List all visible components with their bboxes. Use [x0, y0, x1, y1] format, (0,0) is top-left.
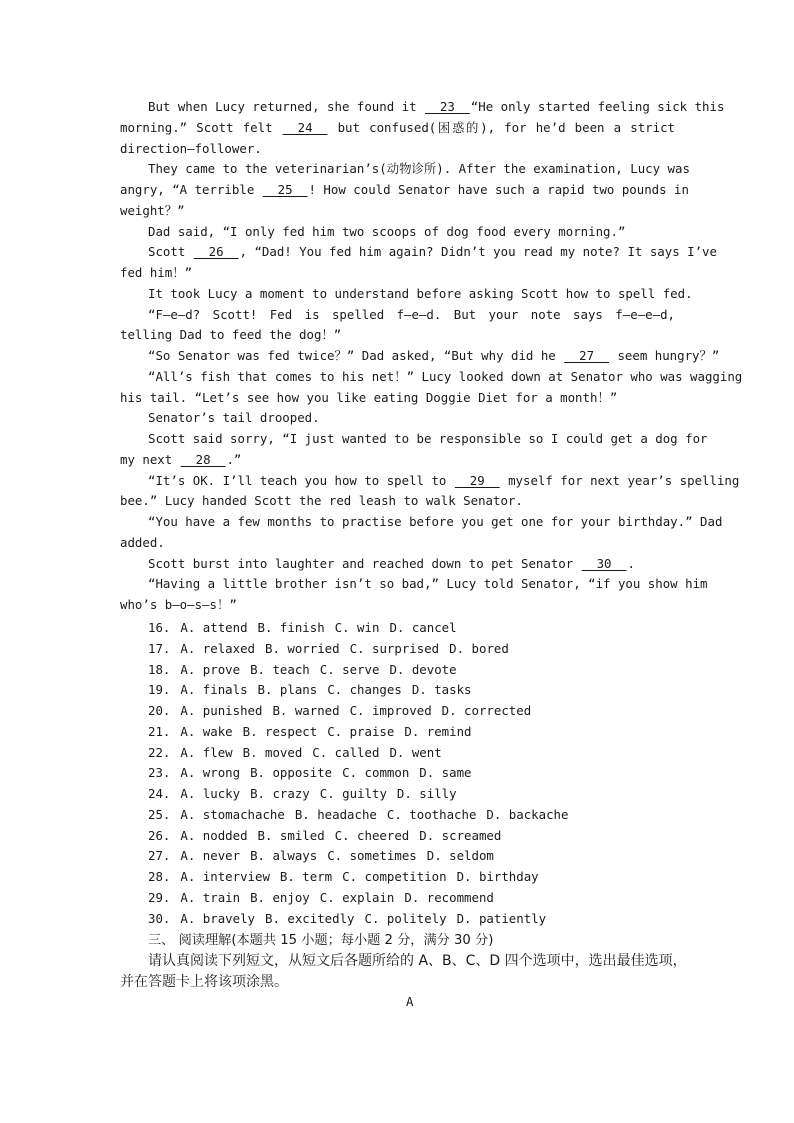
option-list: [148, 618, 578, 929]
option-row: [148, 618, 578, 639]
option-a: A. relaxed: [180, 640, 255, 656]
passage-line: [120, 346, 720, 367]
option-row: [148, 909, 578, 930]
option-b: B. plans: [257, 682, 318, 698]
option-a: A. flew: [180, 744, 233, 760]
option-a: A. nodded: [180, 827, 248, 843]
option-d: D. went: [389, 744, 442, 760]
passage-line: [120, 201, 675, 222]
passage-line: [120, 595, 675, 616]
passage-letter: A: [406, 994, 414, 1009]
question-number: 26.: [148, 827, 171, 843]
passage-line: [120, 180, 689, 201]
question-number: 24.: [148, 786, 171, 801]
option-a: A. punished: [180, 703, 263, 718]
passage-line: [120, 491, 675, 512]
option-d: D. remind: [404, 723, 472, 739]
passage-line: [120, 139, 675, 160]
option-d: D. tasks: [411, 682, 472, 698]
section-heading: 三、 阅读理解(本题共 15 小题；每小题 2 分，满分 30 分): [148, 933, 494, 948]
question-number: 18.: [148, 661, 171, 677]
answer-blank: __26__: [193, 244, 239, 260]
passage-text: .: [627, 555, 635, 571]
option-b: B. excitedly: [265, 910, 355, 926]
passage-line: [120, 118, 675, 139]
option-b: B. worried: [265, 640, 340, 656]
passage-line: [120, 97, 725, 118]
option-row: [148, 701, 578, 722]
passage-text: added.: [120, 534, 165, 550]
question-number: 19.: [148, 682, 171, 698]
passage-text: “You have a few months to practise before you get one for your birthday.” Dad: [148, 514, 723, 529]
passage-text: fed him！”: [120, 265, 193, 280]
passage-text: Senator’s tail drooped.: [148, 410, 320, 426]
option-d: D. patiently: [456, 910, 547, 926]
option-d: D. seldom: [426, 848, 494, 864]
option-c: C. explain: [319, 889, 395, 905]
passage-text: myself for next year’s spelling: [500, 472, 740, 488]
option-d: D. silly: [396, 786, 457, 801]
option-a: A. stomachache: [180, 806, 285, 822]
passage-text: “Having a little brother isn’t so bad,” Lucy told Senator, “if you show him: [148, 576, 708, 592]
option-c: C. changes: [327, 682, 402, 698]
passage-text: weight？”: [120, 202, 185, 218]
passage-text: , “Dad! You fed him again? Didn’t you read my note? It says I’ve: [239, 244, 717, 260]
question-number: 17.: [148, 640, 171, 656]
question-number: 16.: [148, 620, 171, 635]
passage-line: [120, 554, 675, 575]
question-number: 27.: [148, 848, 171, 864]
passage-line: [120, 512, 723, 533]
option-c: C. win: [334, 620, 380, 635]
option-c: C. sometimes: [327, 848, 417, 864]
passage-line: [120, 263, 675, 284]
passage-line: [120, 429, 708, 450]
passage-line: [120, 159, 690, 180]
option-b: B. crazy: [250, 786, 310, 801]
passage-text: It took Lucy a moment to understand before asking Scott how to spell fed.: [148, 285, 693, 301]
option-c: C. cheered: [334, 827, 410, 843]
passage-text: “It’s OK. I’ll teach you how to spell to: [148, 472, 454, 488]
instructions-line-1: 请认真阅读下列短文，从短文后各题所给的 A、B、C、D 四个选项中，选出最佳选项，: [148, 953, 687, 969]
passage-line: [120, 305, 675, 326]
option-row: [148, 722, 578, 743]
passage-text: telling Dad to feed the dog！”: [120, 327, 342, 343]
option-b: B. term: [279, 869, 333, 884]
option-d: D. devote: [389, 661, 457, 677]
option-a: A. bravely: [180, 910, 255, 926]
option-b: B. smiled: [257, 827, 325, 843]
option-a: A. never: [180, 848, 241, 864]
question-number: 22.: [148, 744, 171, 760]
answer-blank: __28__: [180, 451, 226, 467]
question-number: 23.: [148, 765, 171, 781]
passage-line: [120, 367, 743, 388]
question-number: 25.: [148, 806, 171, 822]
passage-text: morning.” Scott felt: [120, 119, 282, 135]
passage-line: [120, 388, 675, 409]
option-d: D. recommend: [404, 889, 494, 905]
question-number: 20.: [148, 703, 171, 718]
passage-line: [120, 284, 693, 305]
option-a: A. wrong: [180, 765, 241, 781]
option-c: C. praise: [327, 723, 395, 739]
option-d: D. birthday: [456, 869, 539, 884]
option-a: A. attend: [180, 620, 248, 635]
option-row: [148, 846, 578, 867]
question-number: 29.: [148, 889, 171, 905]
option-b: B. opposite: [250, 765, 333, 781]
passage-line: [120, 325, 675, 346]
passage-text: .”: [226, 451, 242, 467]
option-a: A. prove: [180, 661, 241, 677]
option-d: D. same: [419, 765, 472, 781]
option-row: [148, 888, 578, 909]
option-c: C. serve: [319, 661, 380, 677]
passage-line: [120, 533, 675, 554]
option-row: [148, 680, 578, 701]
passage-text: Scott burst into laughter and reached down to pet Senator: [148, 555, 581, 571]
option-a: A. wake: [180, 723, 233, 739]
option-b: B. respect: [242, 723, 318, 739]
answer-blank: __23__: [425, 99, 470, 114]
option-row: [148, 784, 578, 805]
passage-text: angry, “A terrible: [120, 182, 262, 197]
passage-text: seem hungry？”: [610, 348, 720, 363]
cloze-passage: [120, 97, 743, 616]
option-b: B. enjoy: [250, 889, 310, 905]
passage-line: [120, 471, 740, 492]
option-d: D. screamed: [419, 827, 502, 843]
option-row: [148, 639, 578, 660]
option-c: C. toothache: [386, 806, 477, 822]
option-b: B. finish: [257, 620, 325, 635]
option-d: D. backache: [486, 806, 569, 822]
passage-text: They came to the veterinarian’s(动物诊所). After the examination, Lucy was: [148, 161, 690, 177]
passage-text: “All’s fish that comes to his net！” Lucy looked down at Senator who was wagging: [148, 368, 743, 384]
option-b: B. warned: [272, 703, 340, 718]
question-number: 28.: [148, 869, 171, 884]
question-number: 21.: [148, 723, 171, 739]
answer-blank: __30__: [581, 555, 627, 571]
option-c: C. politely: [364, 910, 447, 926]
option-c: C. guilty: [319, 786, 387, 801]
option-b: B. teach: [250, 661, 310, 677]
option-c: C. competition: [342, 869, 447, 884]
passage-text: “So Senator was fed twice？” Dad asked, “But why did he: [148, 348, 564, 363]
option-c: C. surprised: [349, 640, 440, 656]
passage-text: my next: [120, 451, 180, 467]
question-number: 30.: [148, 910, 171, 926]
option-b: B. moved: [242, 744, 303, 760]
passage-text: his tail. “Let’s see how you like eating Doggie Diet for a month！”: [120, 389, 618, 405]
passage-text: “F—e—d? Scott! Fed is spelled f—e—d. But your note says f—e—e—d,: [148, 306, 675, 322]
passage-text: Scott said sorry, “I just wanted to be responsible so I could get a dog for: [148, 431, 708, 446]
passage-line: [120, 408, 675, 429]
passage-line: [120, 574, 708, 595]
option-c: C. improved: [349, 703, 432, 718]
option-a: A. lucky: [180, 786, 241, 801]
option-row: [148, 763, 578, 784]
answer-blank: __29__: [454, 472, 500, 488]
passage-text: Scott: [148, 244, 193, 260]
answer-blank: __27__: [564, 348, 609, 363]
answer-blank: __25__: [262, 182, 308, 197]
option-a: A. train: [180, 889, 241, 905]
passage-line: [120, 242, 717, 263]
option-b: B. always: [250, 848, 318, 864]
passage-text: but confused(困惑的), for he’d been a strict: [328, 119, 675, 135]
passage-text: bee.” Lucy handed Scott the red leash to walk Senator.: [120, 493, 523, 509]
instructions: [120, 951, 687, 993]
option-d: D. cancel: [389, 620, 457, 635]
option-row: [148, 743, 578, 764]
option-row: [148, 867, 578, 888]
option-row: [148, 805, 578, 826]
passage-text: direction—follower.: [120, 140, 262, 156]
passage-text: But when Lucy returned, she found it: [148, 99, 425, 114]
instructions-line-2: 并在答题卡上将该项涂黑。: [120, 974, 288, 990]
option-a: A. interview: [180, 869, 270, 884]
passage-text: Dad said, “I only fed him two scoops of dog food every morning.”: [148, 223, 626, 239]
passage-line: [120, 450, 675, 471]
passage-text: ! How could Senator have such a rapid two pounds in: [308, 182, 689, 197]
option-row: [148, 660, 578, 681]
option-c: C. common: [342, 765, 410, 781]
answer-blank: __24__: [282, 119, 328, 135]
option-c: C. called: [312, 744, 380, 760]
option-b: B. headache: [294, 806, 377, 822]
option-d: D. corrected: [441, 703, 532, 718]
option-row: [148, 826, 578, 847]
option-d: D. bored: [449, 640, 509, 656]
passage-text: who’s b—o—s—s！”: [120, 597, 237, 612]
passage-text: “He only started feeling sick this: [470, 99, 725, 114]
option-a: A. finals: [180, 682, 248, 698]
passage-line: [120, 222, 675, 243]
